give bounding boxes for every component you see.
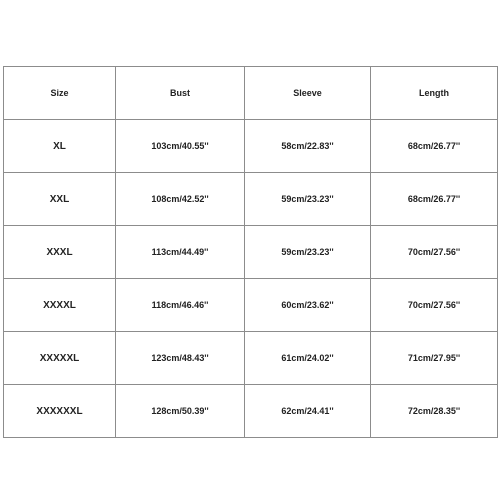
header-sleeve: Sleeve (245, 67, 371, 120)
sleeve-cell: 61cm/24.02'' (245, 332, 371, 385)
size-chart-table (3, 66, 498, 438)
bust-cell: 113cm/44.49'' (116, 226, 245, 279)
size-cell: XXL (4, 173, 116, 226)
header-size: Size (4, 67, 116, 120)
length-cell: 71cm/27.95'' (371, 332, 498, 385)
sleeve-cell: 60cm/23.62'' (245, 279, 371, 332)
table-row (4, 279, 498, 332)
header-bust: Bust (116, 67, 245, 120)
bust-cell: 108cm/42.52'' (116, 173, 245, 226)
length-cell: 68cm/26.77'' (371, 173, 498, 226)
sleeve-cell: 59cm/23.23'' (245, 173, 371, 226)
size-cell: XL (4, 120, 116, 173)
sleeve-cell: 59cm/23.23'' (245, 226, 371, 279)
length-cell: 72cm/28.35'' (371, 385, 498, 438)
bust-cell: 128cm/50.39'' (116, 385, 245, 438)
size-cell: XXXXL (4, 279, 116, 332)
header-row (4, 67, 498, 120)
table-row (4, 332, 498, 385)
size-cell: XXXXXL (4, 332, 116, 385)
length-cell: 68cm/26.77'' (371, 120, 498, 173)
bust-cell: 103cm/40.55'' (116, 120, 245, 173)
size-cell: XXXXXXL (4, 385, 116, 438)
length-cell: 70cm/27.56'' (371, 279, 498, 332)
table-row (4, 226, 498, 279)
sleeve-cell: 58cm/22.83'' (245, 120, 371, 173)
sleeve-cell: 62cm/24.41'' (245, 385, 371, 438)
table-row (4, 385, 498, 438)
length-cell: 70cm/27.56'' (371, 226, 498, 279)
bust-cell: 118cm/46.46'' (116, 279, 245, 332)
header-length: Length (371, 67, 498, 120)
table-row (4, 173, 498, 226)
bust-cell: 123cm/48.43'' (116, 332, 245, 385)
table-row (4, 120, 498, 173)
size-cell: XXXL (4, 226, 116, 279)
